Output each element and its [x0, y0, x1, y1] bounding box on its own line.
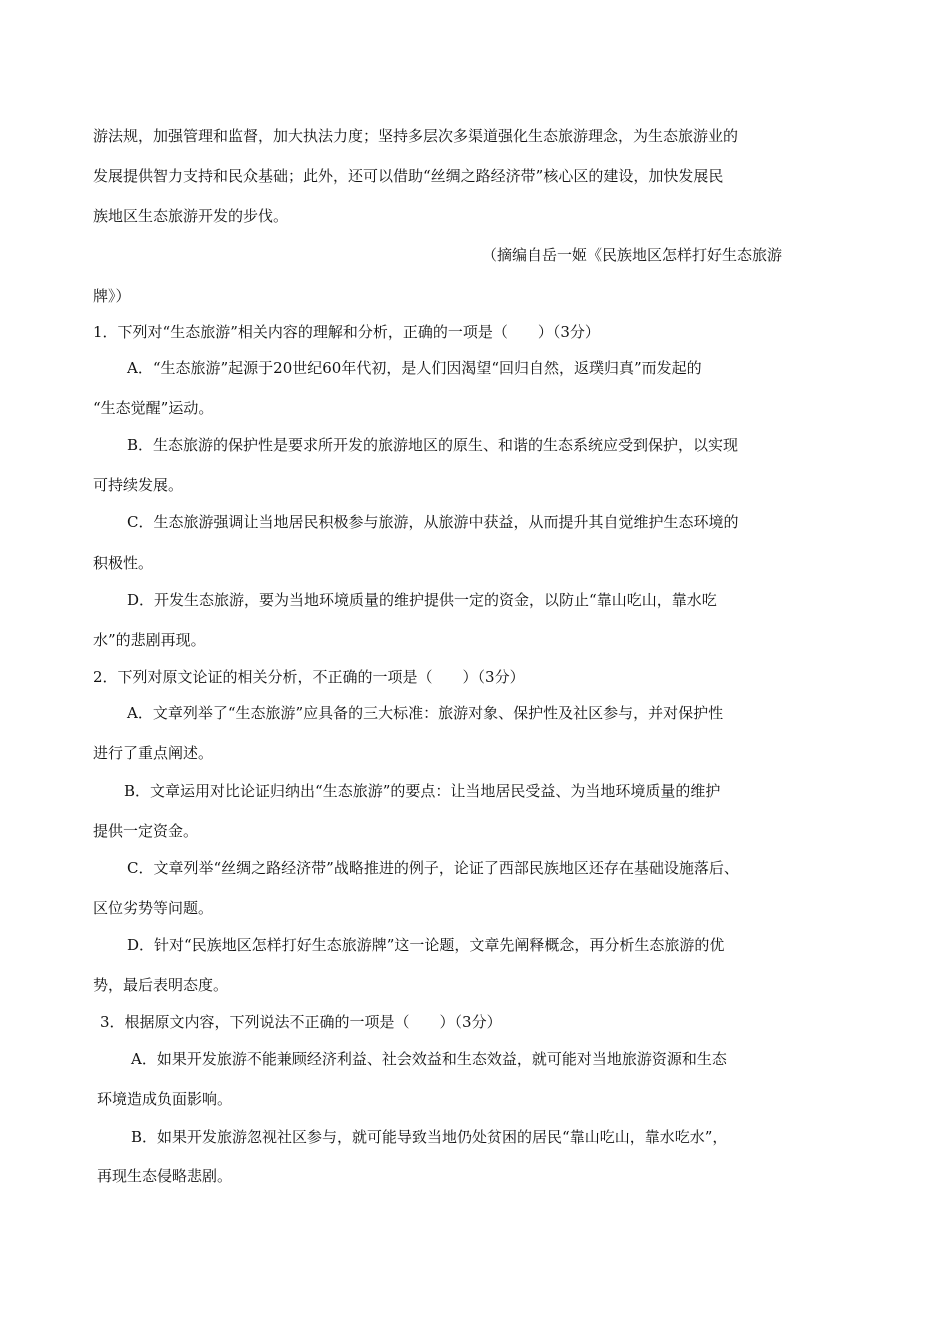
question-3-option-b-line-2: 再现生态侵略悲剧。	[97, 1167, 233, 1185]
question-2-stem: 2．下列对原文论证的相关分析，不正确的一项是（ ）（3分）	[93, 668, 525, 686]
question-2-option-c-line-1: C．文章列举“丝绸之路经济带”战略推进的例子，论证了西部民族地区还存在基础设施落后、	[127, 859, 739, 877]
question-1-option-c-line-1: C．生态旅游强调让当地居民积极参与旅游，从旅游中获益，从而提升其自觉维护生态环境的	[127, 513, 739, 531]
passage-line-3: 族地区生态旅游开发的步伐。	[93, 207, 289, 225]
source-citation-line-1: （摘编自岳一姬《民族地区怎样打好生态旅游	[482, 246, 783, 264]
question-2-option-b-line-2: 提供一定资金。	[93, 822, 199, 840]
question-2-option-a-line-1: A．文章列举了“生态旅游”应具备的三大标准：旅游对象、保护性及社区参与，并对保护性	[127, 704, 724, 722]
question-3-option-a-line-1: A．如果开发旅游不能兼顾经济利益、社会效益和生态效益，就可能对当地旅游资源和生态	[131, 1050, 727, 1068]
question-1-option-d-line-2: 水”的悲剧再现。	[93, 631, 206, 649]
question-2-option-c-line-2: 区位劣势等问题。	[93, 899, 214, 917]
passage-line-1: 游法规，加强管理和监督，加大执法力度；坚持多层次多渠道强化生态旅游理念，为生态旅游业的	[93, 127, 739, 145]
question-3-option-a-line-2: 环境造成负面影响。	[97, 1090, 233, 1108]
question-1-option-a-line-2: “生态觉醒”运动。	[93, 399, 214, 417]
question-2-option-a-line-2: 进行了重点阐述。	[93, 744, 214, 762]
passage-line-2: 发展提供智力支持和民众基础；此外，还可以借助“丝绸之路经济带”核心区的建设，加快发展民	[93, 167, 724, 185]
source-citation-line-2: 牌》）	[93, 287, 131, 305]
question-2-option-d-line-2: 势，最后表明态度。	[93, 976, 229, 994]
question-1-stem: 1．下列对“生态旅游”相关内容的理解和分析，正确的一项是（ ）（3分）	[93, 323, 600, 341]
question-1-option-b-line-1: B．生态旅游的保护性是要求所开发的旅游地区的原生、和谐的生态系统应受到保护，以实现	[127, 436, 739, 454]
question-1-option-c-line-2: 积极性。	[93, 554, 154, 572]
question-2-option-b-line-1: B．文章运用对比论证归纳出“生态旅游”的要点：让当地居民受益、为当地环境质量的维护	[124, 782, 721, 800]
question-1-option-b-line-2: 可持续发展。	[93, 476, 184, 494]
question-1-option-a-line-1: A．“生态旅游”起源于20世纪60年代初，是人们因渴望“回归自然，返璞归真”而发起的	[127, 359, 702, 377]
question-3-stem: 3．根据原文内容，下列说法不正确的一项是（ ）（3分）	[100, 1013, 502, 1031]
question-2-option-d-line-1: D．针对“民族地区怎样打好生态旅游牌”这一论题，文章先阐释概念，再分析生态旅游的优	[127, 936, 725, 954]
question-3-option-b-line-1: B．如果开发旅游忽视社区参与，就可能导致当地仍处贫困的居民“靠山吃山，靠水吃水”，	[131, 1128, 728, 1146]
question-1-option-d-line-1: D．开发生态旅游，要为当地环境质量的维护提供一定的资金，以防止“靠山吃山，靠水吃	[127, 591, 717, 609]
